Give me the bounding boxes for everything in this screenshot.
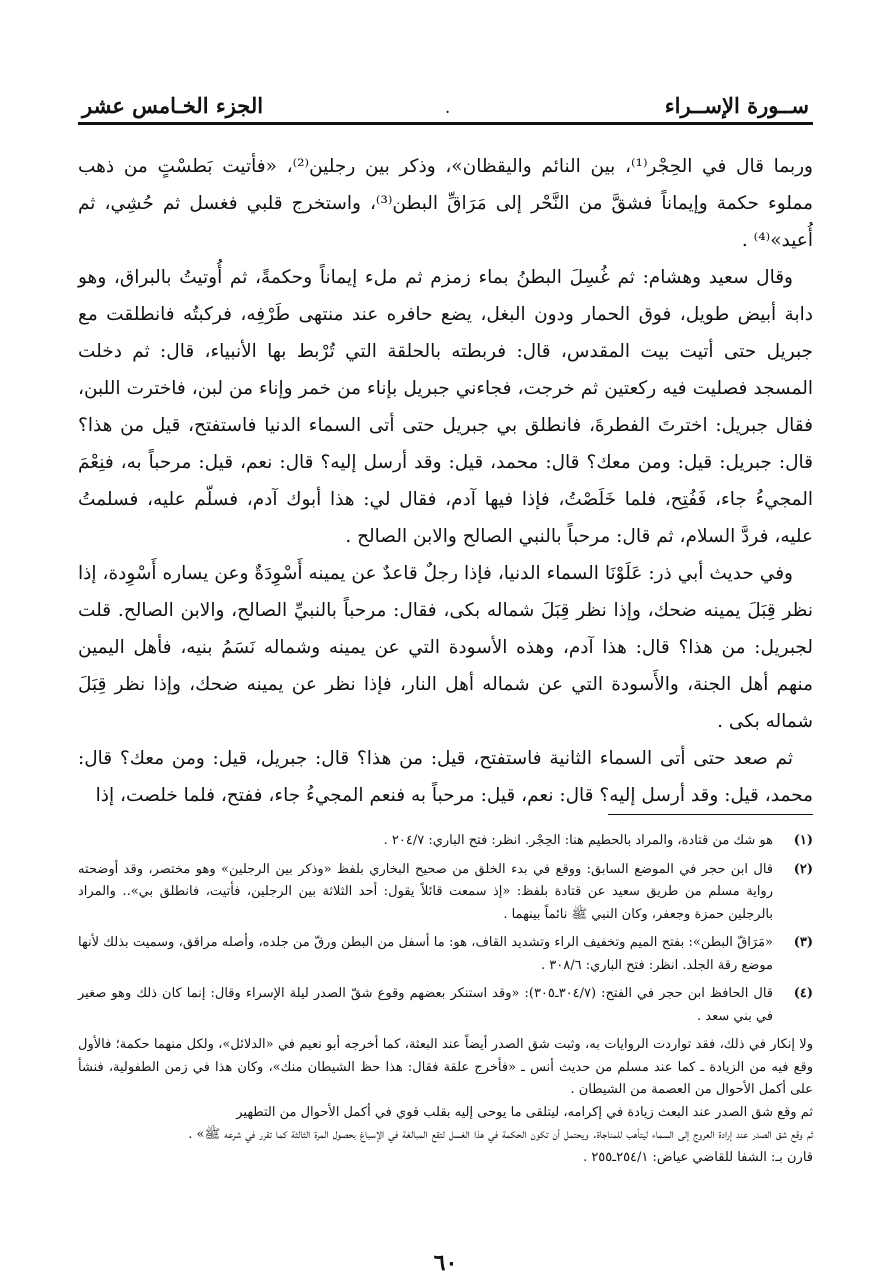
footnote-number: (٤) [793, 986, 813, 1001]
paragraph-3: وفي حديث أبي ذر: عَلَوْنَا السماء الدنيا، فإذا رجلٌ قاعدٌ عن يمينه أَسْوِدَةٌ وعن يساره أَسْوِدة، إذا نظر قِبَلَ يمينه ضحك، وإذا نظر قِبَلَ شماله بكى، فقال: مرحباً بالنبيِّ الصالح، والابن الصالح. قلت لجبريل: من هذا؟ قال: هذا آدم، وهذه الأسودة التي عن يمينه وشماله نَسَمُ بنيه، فأهل اليمين منهم أهل الجنة، والأَسودة التي عن شماله أهل النار، فإذا نظر عن يمينه ضحك، وإذا نظر قِبَلَ شماله بكى . [78, 563, 813, 732]
footnote-2 [78, 859, 813, 927]
part-title: الجزء الخـامس عشر [82, 93, 264, 118]
header-rule [78, 122, 813, 125]
footnote-text: «مَرَاقّ البطن»: بفتح الميم وتخفيف الراء وتشديد القاف، هو: ما أسفل من البطن ورقّ من جلده، وأصله مراقق، وسميت بذلك لأنها موضع رقة الجلد. انظر: فتح الباري: ٣٠٨/٦ . [78, 935, 773, 973]
paragraph-4: ثم صعد حتى أتى السماء الثانية فاستفتح، قيل: من هذا؟ قال: جبريل، قيل: ومن معك؟ قال: محمد، قيل: وقد أرسل إليه؟ قال: نعم، قيل: مرحباً به فنعم المجيءُ جاء، ففتح، فلما خلصت، إذا [78, 748, 813, 806]
footnote-3 [78, 932, 813, 977]
main-text [78, 148, 813, 814]
book-page [78, 70, 813, 1276]
surah-title: ســورة الإســراء [664, 93, 809, 118]
footnotes [78, 830, 813, 1169]
footnote-continuation-3: ثم وقع شق الصدر عند إرادة العروج إلى السماء ليتأهب للمناجاة. ويحتمل أن تكون الحكمة في هذا الغسل لتقع المبالغة في الإسباغ بحصول المرة الثالثة كما تقرر في شرعه ﷺ» . [188, 1127, 813, 1142]
footnote-rule [608, 814, 813, 815]
footnote-text: قال ابن حجر في الموضع السابق: ووقع في بدء الخلق من صحيح البخاري بلفظ «وذكر بين الرجلين» وهو مختصر، وقد أوضحته رواية مسلم من طريق سعيد عن قتادة بلفظ: «إذ سمعت قائلاً يقول: أحد الثلاثة بين الرجلين، فأتيت، فانطلق بي».. والمراد بالرجلين حمزة وجعفر، وكان النبي ﷺ نائماً بينهما . [78, 861, 773, 922]
paragraph-1: وربما قال في الحِجْر⁽¹⁾، بين النائم واليقظان»، وذكر بين رجلين⁽²⁾، «فأتيت بَطسْتٍ من ذهب مملوء حكمة وإيماناً فشقَّ من النَّحْر إلى مَرَاقِّ البطن⁽³⁾، واستخرج قلبي فغسل ثم حُشِي، ثم أُعيد»⁽⁴⁾ . [78, 156, 813, 251]
footnote-number: (١) [793, 833, 813, 848]
header-dot: . [445, 102, 450, 116]
running-header [78, 70, 813, 124]
paragraph-2: وقال سعيد وهشام: ثم غُسِلَ البطنُ بماء زمزم ثم ملء إيماناً وحكمةً، ثم أُوتيتُ بالبراق، وهو دابة أبيض طويل، فوق الحمار ودون البغل، يضع حافره عند منتهى طَرْفِه، فركبتُه فانطلقت مع جبريل حتى أتيت بيت المقدس، قال: فربطته بالحلقة التي تُرْبط بها الأنبياء، قال: ثم دخلت المسجد فصليت فيه ركعتين ثم خرجت، فجاءني جبريل بإناء من خمر وإناء من لبن، فاخترت اللبن، فقال جبريل: اخترتَ الفطرةَ، فانطلق بي جبريل حتى أتى السماء الدنيا فاستفتح، قيل من هذا؟ قال: جبريل: قيل: ومن معك؟ قال: محمد، قيل: وقد أرسل إليه؟ قال: نعم، قيل: مرحباً به، فنِعْمَ المجيءُ جاء، فَفُتِح، فلما خَلَصْتُ، فإذا فيها آدم، فقال لي: هذا أبوك آدم، فسلّم عليه، فسلمتُ عليه، فردَّ السلام، ثم قال: مرحباً بالنبي الصالح والابن الصالح . [78, 267, 813, 547]
footnote-continuation-1: ولا إنكار في ذلك، فقد تواردت الروايات به، وثبت شق الصدر أيضاً عند البعثة، كما أخرجه أبو نعيم في «الدلائل»، ولكل منهما حكمة؛ فالأول وقع فيه من الزيادة ـ كما عند مسلم من حديث أنس ـ «فأخرج علقة فقال: هذا حظ الشيطان منك»، وكان هذا في زمن الطفولية، فنشأ على أكمل الأحوال من العصمة من الشيطان . [78, 1037, 813, 1097]
footnote-continuation-4: قارن بـ: الشفا للقاضي عياض: ٢٥٤/١ـ٢٥٥ . [583, 1149, 813, 1165]
footnote-4 [78, 983, 813, 1028]
footnote-text: قال الحافظ ابن حجر في الفتح: (٣٠٤/٧ـ٣٠٥): «وقد استنكر بعضهم وقوع شقّ الصدر ليلة الإسراء وقال: إنما كان ذلك وهو صغير في بني سعد . [78, 986, 773, 1024]
footnote-1 [78, 830, 813, 853]
footnote-text: هو شك من قتادة، والمراد بالحطيم هنا: الحِجْر. انظر: فتح الباري: ٢٠٤/٧ . [383, 833, 773, 848]
footnote-number: (٣) [793, 935, 813, 950]
footnote-number: (٢) [793, 861, 813, 877]
page-number: ٦٠ [433, 1250, 458, 1276]
footnote-continuation-2: ثم وقع شق الصدر عند البعث زيادة في إكرامه، ليتلقى ما يوحى إليه بقلب قوي في أكمل الأحوال من التطهير [236, 1104, 813, 1120]
